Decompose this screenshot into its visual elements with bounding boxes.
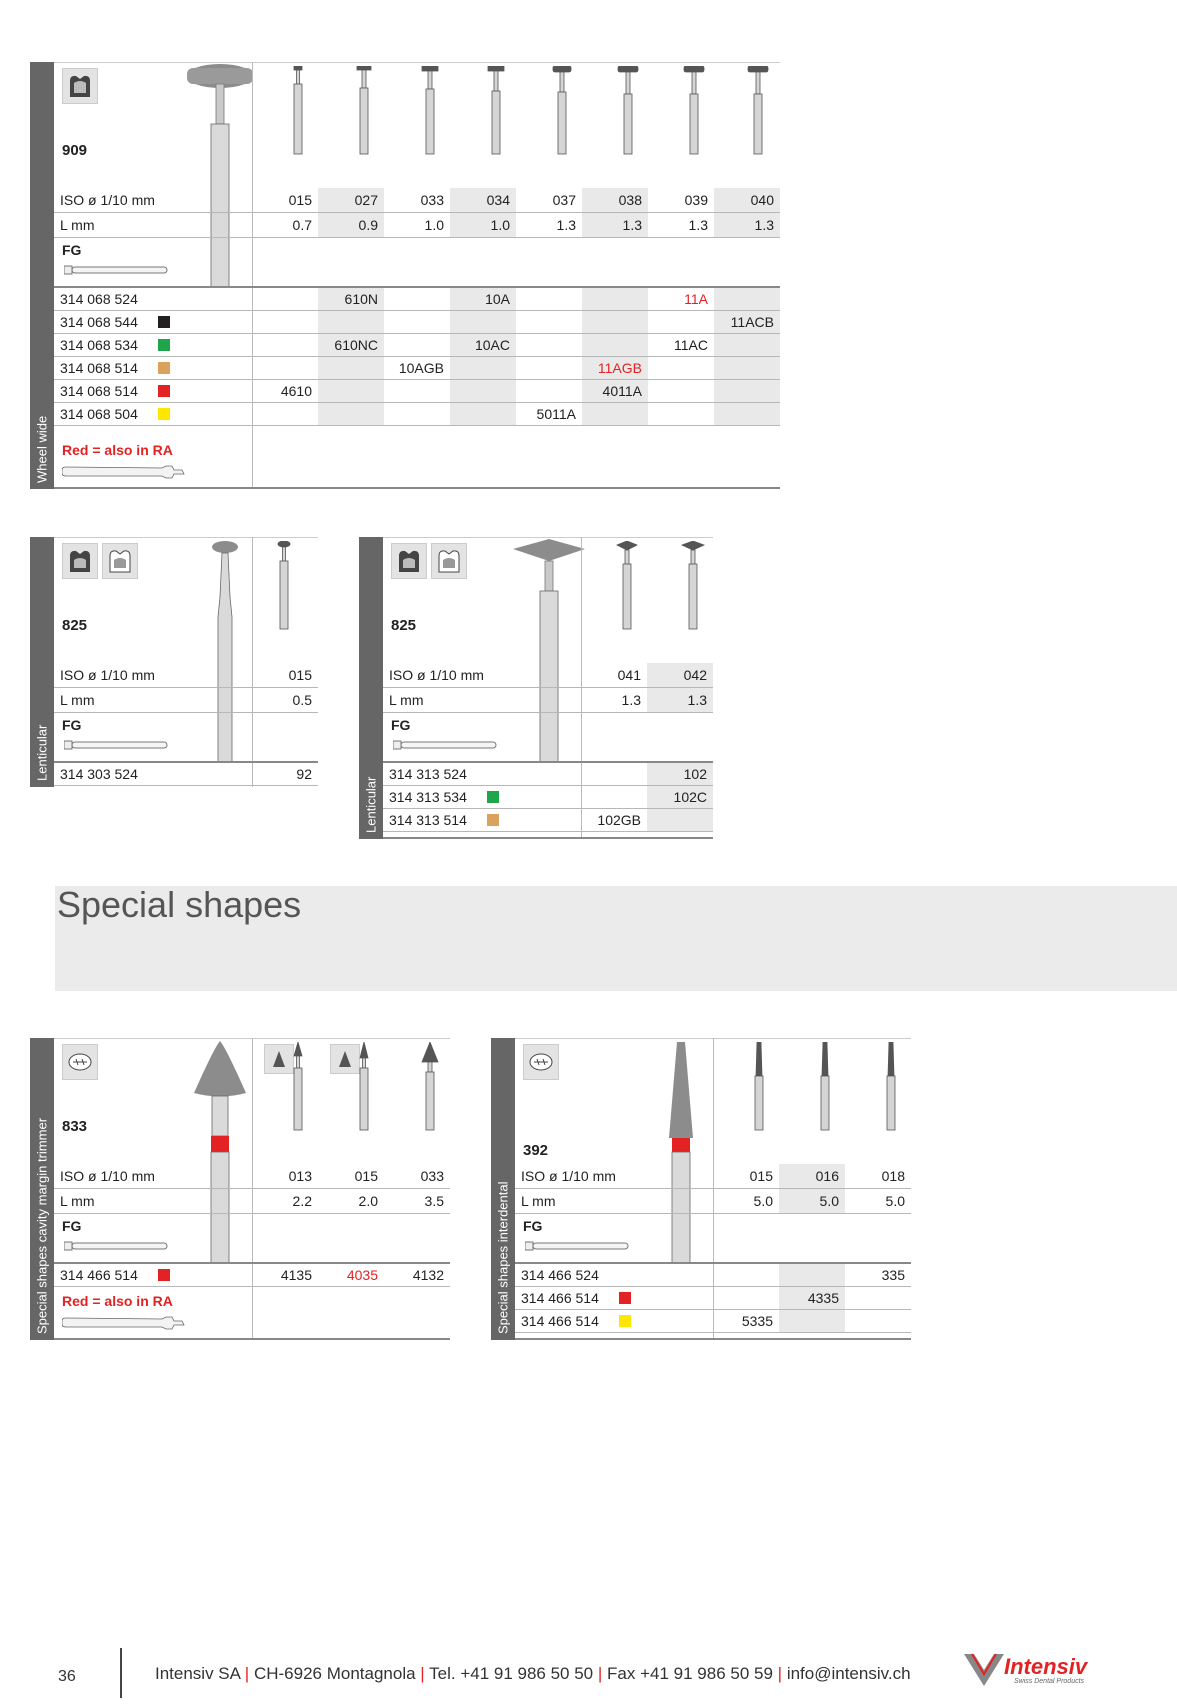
cavity-trimmer-table [30,1038,450,1340]
table-row [515,1264,911,1287]
size-illustrations [581,541,713,631]
ref-number: 314 068 504 [60,406,138,422]
table-cell: 10AC [450,334,516,356]
lenticular-table-2 [359,537,713,839]
iso-row: ISO ø 1/10 mm 015 016 018 [515,1164,911,1189]
table-cell [384,311,450,333]
table-cell: 610NC [318,334,384,356]
table-cell [252,288,318,310]
table-row [515,1287,911,1310]
table-cell [648,357,714,379]
interdental-table [491,1038,911,1340]
shape-code: 825 [62,617,88,634]
table-cell: 92 [296,766,312,782]
iso-row: ISO ø 1/10 mm 015 [54,663,318,688]
table-cell [581,786,647,808]
tooth-icon-2 [102,543,138,579]
wheel-side-label: Wheel wide [30,62,54,489]
shape-code: 825 [391,617,417,634]
table-row [54,380,780,403]
table-cell [581,763,647,785]
table-row [54,311,780,334]
table-cell: 335 [881,1267,905,1283]
table-cell [516,357,582,379]
fg-label: FG [62,717,82,733]
ref-number: 314 068 514 [60,360,138,376]
ra-shank-icon [62,1315,187,1331]
section-title: Special shapes [57,884,302,925]
ref-number: 314 068 514 [60,383,138,399]
table-row [383,763,713,786]
table-cell: 4011A [582,380,648,402]
table-cell: 4610 [280,383,312,399]
ra-shank-icon [62,464,187,480]
tooth-diagram-icon [62,1044,98,1080]
table-cell [516,380,582,402]
fg-shank-icon [64,738,169,752]
length-row: L mm 0.7 0.9 1.0 1.0 1.3 1.3 1.3 1.3 [54,213,780,238]
fg-shank-icon [525,1239,630,1253]
table-cell [384,403,450,425]
section-band [55,886,1177,991]
table-cell [516,334,582,356]
table-row [383,786,713,809]
footer-contact: Intensiv SA | CH-6926 Montagnola | Tel. +41 91 986 50 50 | Fax +41 91 986 50 59 | info@intensiv.ch [155,1664,911,1683]
ref-number: 314 068 524 [60,291,138,307]
table-row [515,1310,911,1333]
table-cell [714,357,780,379]
table-row [54,403,780,426]
table-cell [516,311,582,333]
bur-illustration-833 [190,1038,250,1263]
table-cell [647,809,713,831]
table-cell: 610N [318,288,384,310]
tooth-icon-2 [431,543,467,579]
cavity-side-label: Special shapes cavity margin trimmer [30,1038,54,1340]
bur-illustration-825-wide [509,537,589,762]
iso-row: ISO ø 1/10 mm 013 015 033 [54,1164,450,1189]
table-cell: 5011A [536,406,576,422]
color-swatch-green [158,339,170,351]
table-row [54,288,780,311]
table-cell: 11AC [674,337,708,353]
table-cell [450,403,516,425]
table-cell [252,334,318,356]
tooth-icon [62,543,98,579]
table-cell [252,311,318,333]
ref-number: 314 466 514 [60,1267,138,1283]
fg-label: FG [62,242,82,258]
tooth-diagram-icon [523,1044,559,1080]
size-illustrations [270,541,300,631]
ra-note: Red = also in RA [62,442,173,458]
table-cell [582,311,648,333]
ref-number: 314 313 534 [389,789,467,805]
table-cell [384,288,450,310]
iso-row: ISO ø 1/10 mm 041 042 [383,663,713,688]
table-cell [450,380,516,402]
color-swatch-gold [487,814,499,826]
table-cell [713,1264,779,1286]
tooth-icon [391,543,427,579]
table-cell [252,357,318,379]
intensiv-logo: Intensiv Swiss Dental Products [962,1650,1112,1690]
table-cell [714,403,780,425]
table-cell [648,380,714,402]
table-cell [318,380,384,402]
bur-illustration-825 [200,537,250,762]
table-cell [318,311,384,333]
size-illustrations [252,1042,450,1132]
ref-number: 314 303 524 [60,766,138,782]
color-swatch-gold [158,362,170,374]
color-swatch-red [619,1292,631,1304]
table-cell: 4335 [779,1287,845,1309]
bur-illustration-909 [180,62,260,287]
ref-number: 314 466 514 [521,1290,599,1306]
iso-row: ISO ø 1/10 mm 015 027 033 034 037 038 039 040 [54,188,780,213]
table-cell: 10A [450,288,516,310]
table-cell: 4035 [346,1267,378,1283]
table-cell [384,380,450,402]
ref-number: 314 313 524 [389,766,467,782]
table-cell: 4135 [280,1267,312,1283]
fg-label: FG [523,1218,543,1234]
table-cell [384,334,450,356]
shape-code: 909 [62,142,88,159]
inter-side-label: Special shapes interdental [491,1038,515,1340]
lenticular-table-1 [30,537,318,787]
table-cell [582,288,648,310]
table-cell: 102GB [597,812,641,828]
color-swatch-red [158,385,170,397]
ref-number: 314 466 514 [521,1313,599,1329]
ref-number: 314 466 524 [521,1267,599,1283]
table-cell [450,311,516,333]
table-cell [648,311,714,333]
table-cell: 11A [684,291,708,307]
shape-code: 833 [62,1118,88,1135]
size-illustrations [252,66,780,156]
fg-label: FG [391,717,411,733]
table-cell [714,334,780,356]
ref-number: 314 068 544 [60,314,138,330]
ref-number: 314 313 514 [389,812,467,828]
table-row [54,763,318,786]
table-cell [648,403,714,425]
table-cell [252,403,318,425]
email-link[interactable]: info@intensiv.ch [786,1664,911,1683]
color-swatch-black [158,316,170,328]
table-row [383,809,713,832]
size-illustrations [713,1042,911,1132]
table-cell [318,403,384,425]
table-cell [779,1264,845,1286]
table-cell [450,357,516,379]
table-cell: 5335 [741,1313,773,1329]
table-row [54,357,780,380]
table-cell [845,1310,911,1332]
table-cell: 10AGB [398,360,444,376]
shape-code: 392 [523,1142,549,1159]
fg-shank-icon [64,263,169,277]
bur-illustration-392 [651,1038,711,1263]
table-cell [582,403,648,425]
length-row: L mm 5.0 5.0 5.0 [515,1189,911,1214]
tooth-icon [62,68,98,104]
length-row: L mm 0.5 [54,688,318,713]
fg-shank-icon [393,738,498,752]
table-cell: 102C [647,786,713,808]
table-cell: 102 [647,763,713,785]
color-swatch-yellow [619,1315,631,1327]
table-cell: 11ACB [714,311,780,333]
table-cell: 11AGB [582,357,648,379]
length-row: L mm 2.2 2.0 3.5 [54,1189,450,1214]
color-swatch-yellow [158,408,170,420]
fg-label: FG [62,1218,82,1234]
table-cell [713,1287,779,1309]
ref-number: 314 068 534 [60,337,138,353]
table-cell [779,1310,845,1332]
lent1-side-label: Lenticular [30,537,54,787]
color-swatch-red [158,1269,170,1281]
lent2-side-label: Lenticular [359,537,383,839]
table-cell [845,1287,911,1309]
wheel-table [30,62,780,489]
table-cell [582,334,648,356]
table-cell [318,357,384,379]
length-row: L mm 1.3 1.3 [383,688,713,713]
color-swatch-green [487,791,499,803]
fg-shank-icon [64,1239,169,1253]
ra-note: Red = also in RA [62,1293,173,1309]
table-cell [714,288,780,310]
table-cell [516,288,582,310]
table-row [54,334,780,357]
table-cell [714,380,780,402]
table-row [54,1264,450,1287]
table-cell: 4132 [412,1267,444,1283]
